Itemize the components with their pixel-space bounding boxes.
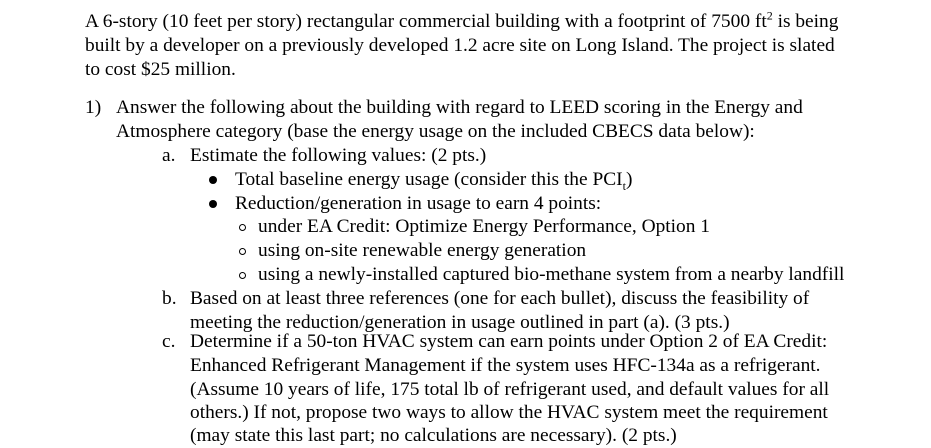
part-c-line-3: (Assume 10 years of life, 175 total lb of refrigerant used, and default values for all <box>190 379 830 400</box>
part-b-marker: b. <box>162 288 177 309</box>
sub-item-3: using a newly-installed captured bio-methane system from a nearby landfill <box>258 264 845 285</box>
intro-line-3: to cost $25 million. <box>85 59 236 80</box>
part-c-line-1: Determine if a 50-ton HVAC system can earn points under Option 2 of EA Credit: <box>190 331 828 352</box>
intro-line-1-tail: is being <box>772 11 839 32</box>
intro-line-2: built by a developer on a previously developed 1.2 acre site on Long Island. The project is slated <box>85 35 835 56</box>
superscript-2: 2 <box>766 8 773 23</box>
intro-line-1 <box>85 10 838 33</box>
question-line-1: Answer the following about the building with regard to LEED scoring in the Energy and <box>116 97 803 118</box>
bullet-1-tail: ) <box>625 169 633 190</box>
circle-bullet-icon <box>239 248 246 255</box>
sub-item-1: under EA Credit: Optimize Energy Performance, Option 1 <box>258 216 710 237</box>
bullet-icon <box>209 200 217 208</box>
part-b-line-2: meeting the reduction/generation in usage outlined in part (a). (3 pts.) <box>190 312 730 333</box>
intro-line-1-text: A 6-story (10 feet per story) rectangular commercial building with a footprint of 7500 ft <box>85 11 767 32</box>
bullet-1-text: Total baseline energy usage (consider this the PCI <box>235 169 623 190</box>
circle-bullet-icon <box>239 224 246 231</box>
part-a-bullet-1 <box>235 168 632 191</box>
subscript-t: t <box>622 178 626 193</box>
part-a-marker: a. <box>162 145 176 166</box>
part-c-line-2: Enhanced Refrigerant Management if the system uses HFC-134a as a refrigerant. <box>190 355 821 376</box>
question-number: 1) <box>85 97 102 118</box>
part-c-line-5: (may state this last part; no calculations are necessary). (2 pts.) <box>190 425 677 446</box>
part-a-bullet-2: Reduction/generation in usage to earn 4 points: <box>235 193 602 214</box>
part-c-marker: c. <box>162 331 176 352</box>
bullet-icon <box>209 176 217 184</box>
circle-bullet-icon <box>239 272 246 279</box>
part-a-text: Estimate the following values: (2 pts.) <box>190 145 487 166</box>
sub-item-2: using on-site renewable energy generation <box>258 240 587 261</box>
part-c-line-4: others.) If not, propose two ways to allow the HVAC system meet the requirement <box>190 402 828 423</box>
question-line-2: Atmosphere category (base the energy usage on the included CBECS data below): <box>116 121 755 142</box>
part-b-line-1: Based on at least three references (one for each bullet), discuss the feasibility of <box>190 288 810 309</box>
